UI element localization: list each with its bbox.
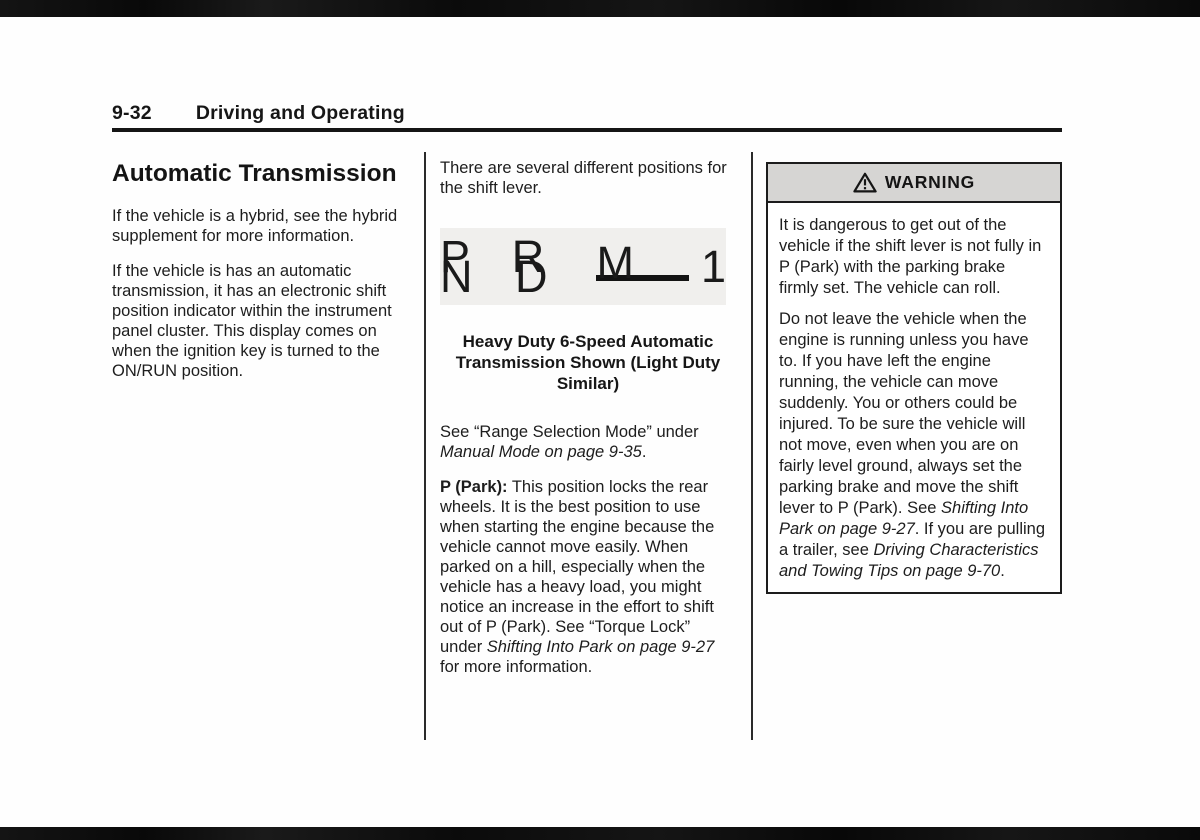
- paragraph-park: P (Park): This position locks the rear wheels. It is the best position to use when starting the engine because the vehicle cannot move easily. When parked on a hill, especially when the vehicle has a heavy load, you might notice an increase in the effort to shift out of P (Park). See “Torque Lock” under Shifting Into Park on page 9-27 for more information.: [440, 478, 715, 676]
- column-divider: [424, 152, 426, 740]
- article-title: Automatic Transmission: [112, 160, 397, 187]
- paragraph-hybrid: If the vehicle is a hybrid, see the hybrid supplement for more information.: [112, 207, 398, 245]
- left-column: [112, 158, 404, 396]
- header-rule: [112, 128, 1062, 132]
- figure-caption: Heavy Duty 6-Speed Automatic Transmission Shown (Light Duty Similar): [455, 332, 721, 393]
- shift-position-m-underlined: [596, 236, 689, 288]
- page-number: 9-32: [112, 102, 152, 124]
- scan-artifact-top: [0, 0, 1200, 17]
- section-title: Driving and Operating: [195, 102, 405, 124]
- shift-positions-prnd: P R N D: [440, 230, 563, 302]
- page-header: [112, 102, 405, 125]
- column-divider: [751, 152, 753, 740]
- warning-triangle-icon: [853, 172, 877, 193]
- underline-extension: [634, 253, 689, 273]
- shift-indicator-display: [440, 228, 726, 305]
- paragraph-intro: There are several different positions for the shift lever.: [440, 159, 727, 197]
- shift-indicator-figure: [440, 228, 736, 394]
- warning-paragraph-1: It is dangerous to get out of the vehicle if the shift lever is not fully in P (Park) with the parking brake firmly set. The vehicle can roll.: [779, 216, 1042, 297]
- warning-box: [766, 162, 1062, 594]
- warning-body: [768, 203, 1060, 592]
- paragraph-shift-indicator: If the vehicle is has an automatic transmission, it has an electronic shift position indicator within the instrument panel cluster. This display comes on when the ignition key is turned to the ON/RUN position.: [112, 262, 392, 380]
- paragraph-range-selection: See “Range Selection Mode” under Manual Mode on page 9-35.: [440, 423, 699, 461]
- scan-artifact-bottom: [0, 827, 1200, 840]
- shift-position-m: M: [596, 236, 634, 288]
- warning-title: WARNING: [884, 172, 976, 192]
- shift-position-1: 1: [700, 240, 726, 292]
- middle-column: [440, 158, 736, 692]
- warning-paragraph-2: Do not leave the vehicle when the engine is running unless you have to. If you have left the engine running, the vehicle can move suddenly. You or others could be injured. To be sure the vehicle will not move, even when you are on fairly level ground, always set the parking brake and move the shift lever to P (Park). See Shifting Into Park on page 9-27. If you are pulling a trailer, see Driving Characteristics and Towing Tips on page 9-70.: [779, 310, 1046, 580]
- warning-header: [768, 164, 1060, 203]
